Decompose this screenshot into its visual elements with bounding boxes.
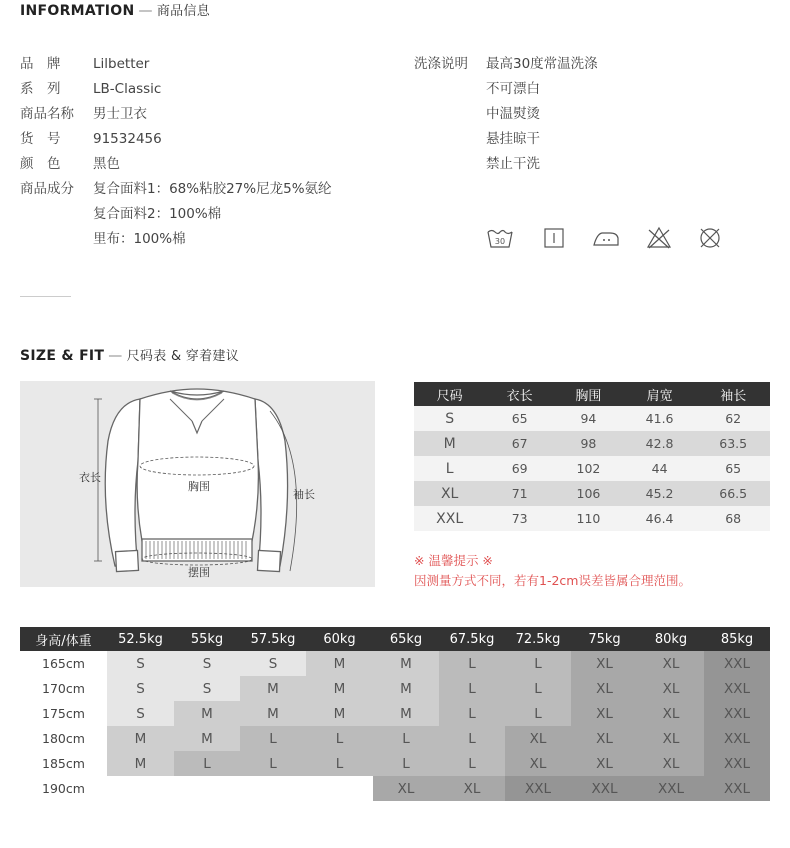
measure-cell: 71 [485,481,554,506]
info-value: 里布：100%棉 [93,231,186,247]
fit-size-cell: XXL [571,776,638,801]
info-row [20,79,161,99]
size-header-cell: 肩宽 [623,382,697,406]
table-row [414,456,770,481]
height-cell: 170cm [20,676,107,701]
fit-size-cell: L [439,651,505,676]
fit-size-cell: XL [439,776,505,801]
fit-size-cell: S [107,651,174,676]
size-label-cell: XXL [414,506,485,531]
fit-size-cell: L [373,751,439,776]
no-bleach-icon [645,225,673,251]
fit-size-cell: XXL [704,676,770,701]
size-label-cell: S [414,406,485,431]
info-key: 颜 色 [20,156,61,172]
fit-size-cell: XXL [638,776,704,801]
table-row [20,651,770,676]
label-sleeve: 袖长 [293,488,315,501]
fit-size-cell: XXL [505,776,571,801]
fit-size-cell: XL [571,651,638,676]
label-length: 衣长 [79,471,101,484]
measure-cell: 69 [485,456,554,481]
measure-cell: 106 [554,481,623,506]
height-cell: 175cm [20,701,107,726]
measure-cell: 110 [554,506,623,531]
wash-label: 洗涤说明 [414,56,468,72]
fit-size-cell: XXL [704,776,770,801]
warning-text: 因测量方式不同，若有1-2cm误差皆属合理范围。 [414,573,691,588]
size-label-cell: L [414,456,485,481]
size-label-cell: XL [414,481,485,506]
fit-size-cell: L [306,726,373,751]
fit-size-cell: XL [571,726,638,751]
fit-size-cell [107,776,174,801]
hang-dry-icon [540,225,568,251]
fit-size-cell: M [107,751,174,776]
fit-size-cell: XL [638,701,704,726]
info-key: 商品名称 [20,106,74,122]
table-row [414,506,770,531]
information-title-en: INFORMATION [20,3,135,19]
fit-size-cell: M [373,701,439,726]
measure-cell: 65 [485,406,554,431]
fit-size-cell: XL [373,776,439,801]
fit-size-cell: L [306,751,373,776]
fit-size-cell: M [174,726,240,751]
information-title-cn: 商品信息 [156,4,211,19]
fit-size-cell: L [240,751,306,776]
weight-header-cell: 72.5kg [505,627,571,651]
info-key: 货 号 [20,131,61,147]
measure-cell: 41.6 [623,406,697,431]
fit-size-cell: XL [571,676,638,701]
fit-size-cell: L [240,726,306,751]
size-header-cell: 胸围 [554,382,623,406]
wash-instruction-item: 不可漂白 [486,81,540,97]
info-value: 复合面料2：100%棉 [93,206,222,222]
table-row [20,676,770,701]
measure-cell: 73 [485,506,554,531]
weight-header-cell: 65kg [373,627,439,651]
info-row [20,54,149,74]
fit-size-cell: XXL [704,726,770,751]
measure-cell: 102 [554,456,623,481]
weight-header-cell: 85kg [704,627,770,651]
info-value: Lilbetter [93,56,150,72]
fit-size-cell: M [306,651,373,676]
info-key: 系 列 [20,81,61,97]
measure-cell: 98 [554,431,623,456]
fit-size-cell: XL [638,751,704,776]
wash-instruction-item: 最高30度常温洗涤 [486,56,598,72]
no-dry-clean-icon [696,225,724,251]
fit-size-cell: S [240,651,306,676]
measure-cell: 46.4 [623,506,697,531]
fit-size-cell [240,776,306,801]
weight-header-cell: 75kg [571,627,638,651]
weight-header-cell: 60kg [306,627,373,651]
fit-size-cell: L [439,676,505,701]
measure-cell: 44 [623,456,697,481]
info-value: 黑色 [93,156,120,172]
fit-size-cell: XL [638,726,704,751]
fit-size-cell: XL [571,701,638,726]
info-row [20,104,147,124]
measure-cell: 68 [696,506,770,531]
fit-size-cell: XXL [704,651,770,676]
measure-cell: 66.5 [696,481,770,506]
wash-instruction-item: 中温熨烫 [486,106,540,122]
info-row [20,154,120,174]
measure-cell: 63.5 [696,431,770,456]
fit-size-cell: M [240,676,306,701]
info-row [20,179,332,199]
fit-table-header [20,627,770,651]
weight-header-cell: 57.5kg [240,627,306,651]
fit-size-cell: M [107,726,174,751]
size-header-cell: 衣长 [485,382,554,406]
wash-30-icon [486,225,514,251]
warning-title: ※ 温馨提示 ※ [414,553,493,568]
fit-size-cell [306,776,373,801]
measure-cell: 45.2 [623,481,697,506]
size-chart-table [414,382,770,531]
table-row [414,481,770,506]
wash-30-text: 30 [494,237,506,246]
fit-size-cell: L [174,751,240,776]
label-hem: 摆围 [188,566,210,579]
info-value: 91532456 [93,131,162,147]
fit-size-cell: XXL [704,751,770,776]
info-row [20,129,162,149]
table-row [20,701,770,726]
height-cell: 180cm [20,726,107,751]
table-row [414,431,770,456]
wash-instruction-item: 禁止干洗 [486,156,540,172]
table-row [20,726,770,751]
height-weight-header: 身高/体重 [20,627,107,651]
table-row [20,776,770,801]
size-fit-title-cn: 尺码表 & 穿着建议 [126,349,240,364]
table-row [414,406,770,431]
weight-header-cell: 55kg [174,627,240,651]
fit-size-cell: XL [571,751,638,776]
fit-size-cell: S [107,676,174,701]
weight-header-cell: 80kg [638,627,704,651]
size-fit-title-en: SIZE & FIT [20,348,105,364]
table-row [20,751,770,776]
measure-cell: 62 [696,406,770,431]
info-value: LB-Classic [93,81,162,97]
fit-size-cell: S [174,676,240,701]
fit-size-cell: L [505,676,571,701]
fit-size-cell: L [373,726,439,751]
size-chart-header [414,382,770,406]
info-row [20,204,221,224]
size-header-cell: 袖长 [696,382,770,406]
fit-recommendation-table [20,627,770,801]
fit-size-cell: XXL [704,701,770,726]
measure-cell: 42.8 [623,431,697,456]
fit-size-cell: XL [638,676,704,701]
fit-size-cell: M [373,676,439,701]
weight-header-cell: 52.5kg [107,627,174,651]
label-chest: 胸围 [188,480,210,493]
weight-header-cell: 67.5kg [439,627,505,651]
info-key: 商品成分 [20,181,74,197]
size-fit-title [20,345,239,364]
wash-instruction-item: 悬挂晾干 [486,131,540,147]
height-cell: 190cm [20,776,107,801]
iron-medium-icon [592,225,620,251]
fit-size-cell: XL [505,751,571,776]
information-title [20,0,210,19]
fit-size-cell: XL [505,726,571,751]
fit-size-cell [174,776,240,801]
section-divider [20,296,71,297]
height-cell: 185cm [20,751,107,776]
measure-cell: 65 [696,456,770,481]
size-label-cell: M [414,431,485,456]
sweater-measurement-diagram [20,381,375,587]
fit-size-cell: L [439,726,505,751]
fit-size-cell: L [439,701,505,726]
fit-size-cell: M [306,701,373,726]
title-dash: — [108,348,123,364]
info-row [20,229,186,249]
fit-size-cell: M [174,701,240,726]
fit-size-cell: XL [638,651,704,676]
info-value: 复合面料1：68%粘胶27%尼龙5%氨纶 [93,181,332,197]
size-header-cell: 尺码 [414,382,485,406]
fit-size-cell: L [505,701,571,726]
fit-size-cell: S [174,651,240,676]
height-cell: 165cm [20,651,107,676]
fit-size-cell: M [306,676,373,701]
fit-size-cell: M [240,701,306,726]
fit-size-cell: M [373,651,439,676]
fit-size-cell: L [505,651,571,676]
measure-cell: 67 [485,431,554,456]
fit-size-cell: S [107,701,174,726]
info-value: 男士卫衣 [93,106,147,122]
info-key: 品 牌 [20,56,61,72]
fit-size-cell: L [439,751,505,776]
measure-cell: 94 [554,406,623,431]
title-dash: — [138,3,153,19]
